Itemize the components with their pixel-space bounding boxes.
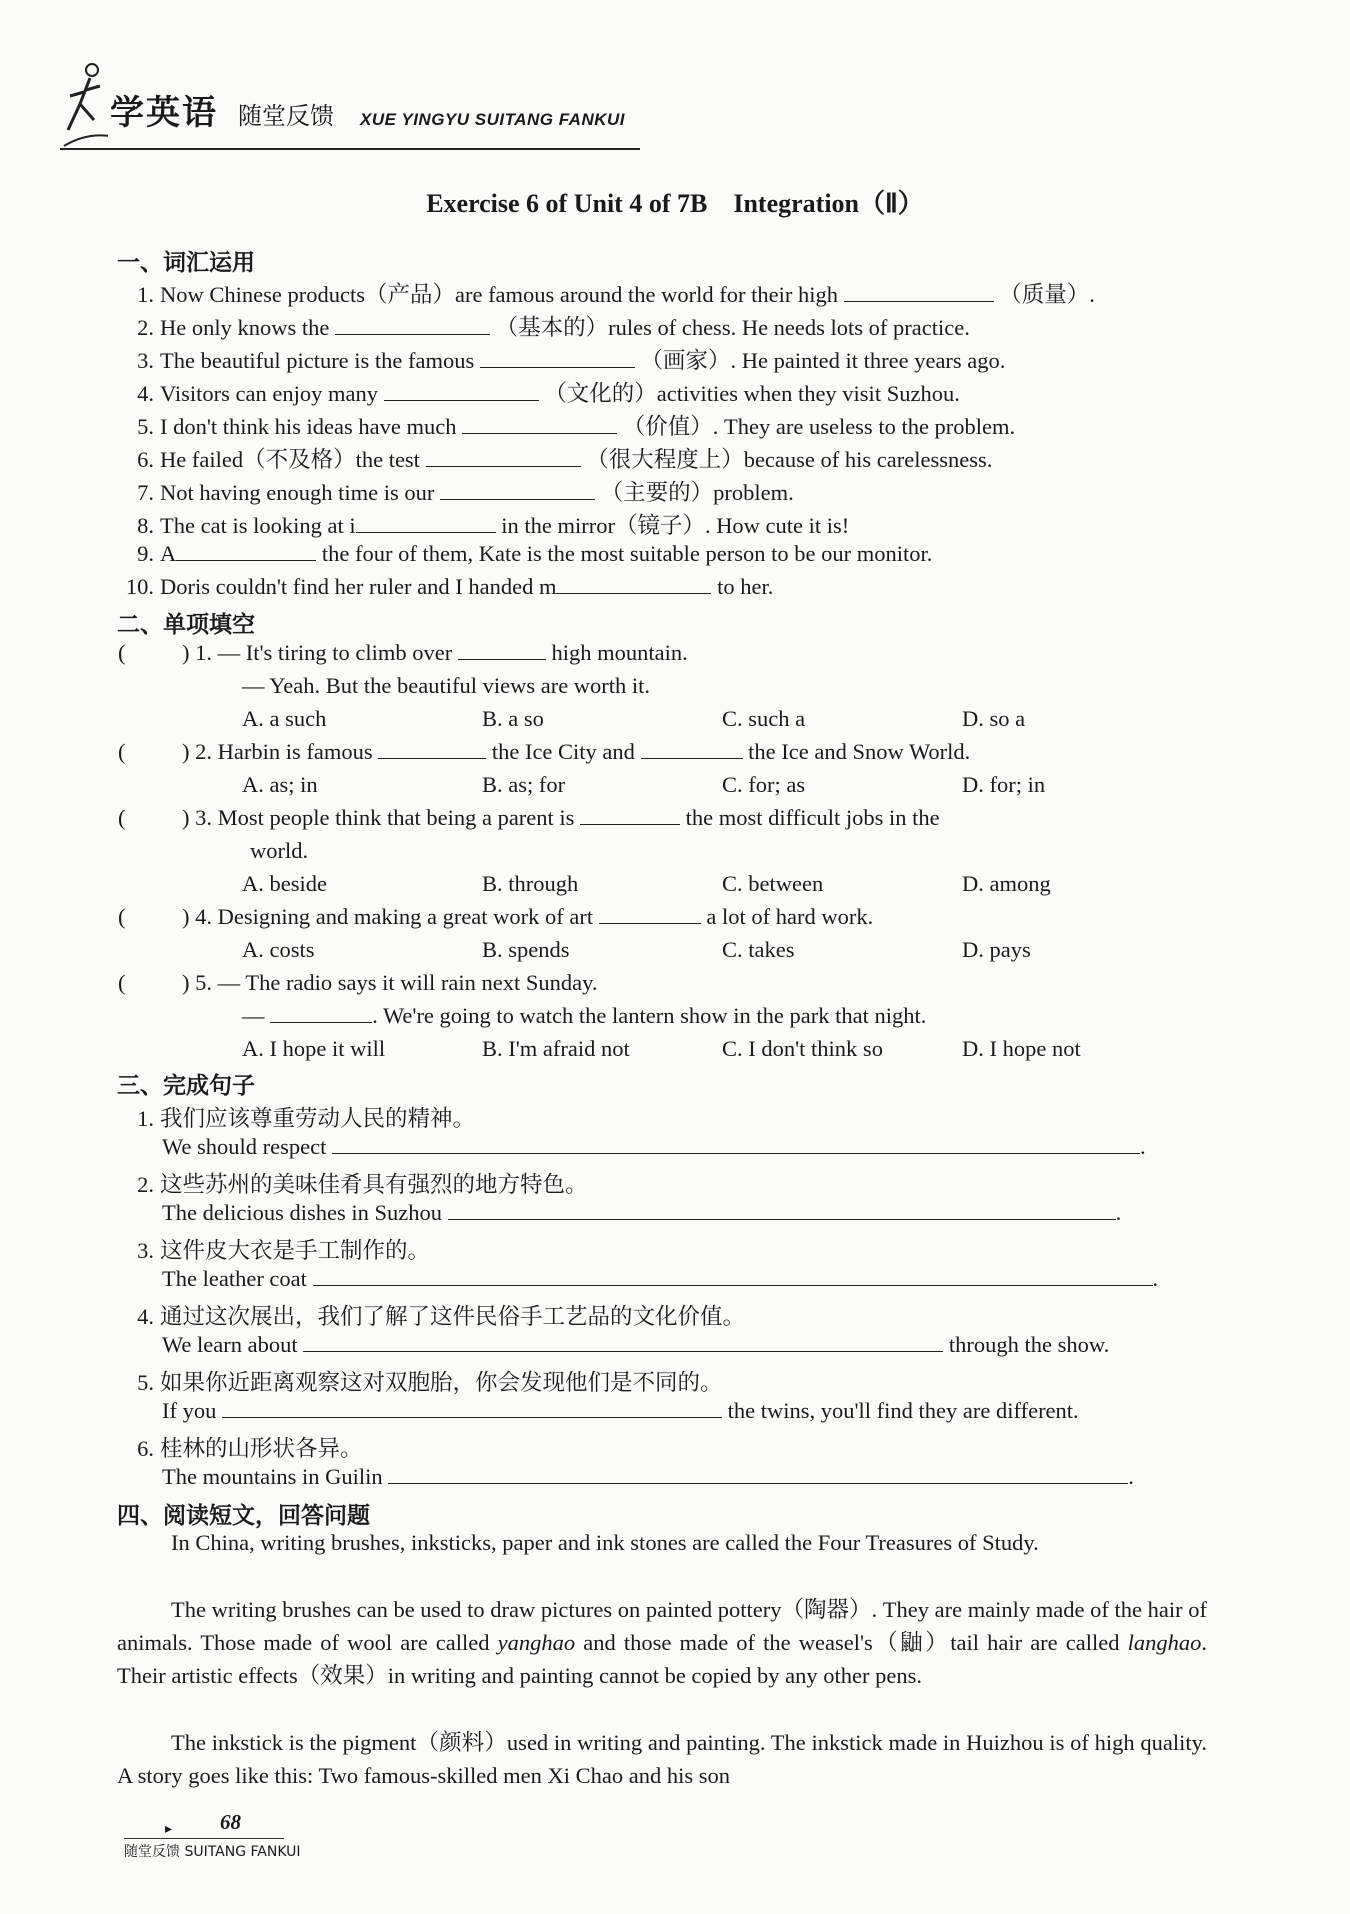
brand-title: 学英语 bbox=[110, 93, 218, 133]
answer-blank[interactable] bbox=[458, 641, 546, 660]
answer-blank[interactable] bbox=[388, 1465, 1128, 1484]
reading-paragraph: The writing brushes can be used to draw pictures on painted pottery（陶器）. They are mainly made of the hair of animals. Those made of wool are called yanghao and those made of the weasel's（鼬）tail hair are called langhao. Their artistic effects（效果）in writing and painting cannot be copied by any other pens. bbox=[117, 1597, 1207, 1688]
mc-option[interactable]: C. between bbox=[722, 871, 824, 896]
translation-answer: The mountains in Guilin . bbox=[162, 1464, 1134, 1489]
answer-bracket[interactable]: ( bbox=[118, 640, 126, 665]
answer-blank[interactable] bbox=[303, 1333, 943, 1352]
vocab-item: 6. He failed（不及格）the test （很大程度上）because of his carelessness. bbox=[137, 447, 993, 472]
footer-label: 随堂反馈 SUITANG FANKUI bbox=[124, 1844, 301, 1860]
answer-blank[interactable] bbox=[335, 316, 490, 335]
mc-option[interactable]: C. takes bbox=[722, 937, 795, 962]
answer-blank[interactable] bbox=[462, 415, 617, 434]
answer-bracket[interactable]: ( bbox=[118, 904, 126, 929]
translation-prompt: 6. 桂林的山形状各异。 bbox=[137, 1436, 363, 1461]
answer-blank[interactable] bbox=[222, 1399, 722, 1418]
answer-bracket[interactable]: ( bbox=[118, 805, 126, 830]
mc-option[interactable]: B. as; for bbox=[482, 772, 566, 797]
mc-option[interactable]: B. a so bbox=[482, 706, 544, 731]
answer-bracket[interactable]: ( bbox=[118, 739, 126, 764]
header-rule bbox=[60, 148, 640, 150]
mc-question: ) 4. Designing and making a great work of art a lot of hard work. bbox=[182, 904, 874, 929]
answer-blank[interactable] bbox=[356, 514, 496, 533]
translation-answer: We should respect . bbox=[162, 1134, 1146, 1159]
translation-prompt: 4. 通过这次展出，我们了解了这件民俗手工艺品的文化价值。 bbox=[137, 1304, 746, 1329]
mc-option[interactable]: D. for; in bbox=[962, 772, 1046, 797]
translation-answer: The leather coat . bbox=[162, 1266, 1159, 1291]
answer-blank[interactable] bbox=[641, 740, 743, 759]
section-heading: 一、词汇运用 bbox=[117, 250, 255, 276]
answer-blank[interactable] bbox=[440, 481, 595, 500]
mc-question-line: — Yeah. But the beautiful views are worth it. bbox=[242, 673, 651, 698]
answer-blank[interactable] bbox=[448, 1201, 1116, 1220]
mc-option[interactable]: D. among bbox=[962, 871, 1051, 896]
answer-blank[interactable] bbox=[480, 349, 635, 368]
page-number: 68 bbox=[220, 1810, 241, 1834]
mc-question-line: world. bbox=[250, 838, 309, 863]
mc-question-line: — . We're going to watch the lantern show in the park that night. bbox=[242, 1003, 927, 1028]
mc-question: ) 3. Most people think that being a parent is the most difficult jobs in the bbox=[182, 805, 940, 830]
mc-option[interactable]: A. I hope it will bbox=[242, 1036, 386, 1061]
mc-option[interactable]: D. so a bbox=[962, 706, 1026, 731]
translation-prompt: 2. 这些苏州的美味佳肴具有强烈的地方特色。 bbox=[137, 1172, 588, 1197]
mc-option[interactable]: C. I don't think so bbox=[722, 1036, 883, 1061]
translation-prompt: 3. 这件皮大衣是手工制作的。 bbox=[137, 1238, 431, 1263]
answer-blank[interactable] bbox=[270, 1004, 372, 1023]
answer-bracket[interactable]: ( bbox=[118, 970, 126, 995]
mc-option[interactable]: B. I'm afraid not bbox=[482, 1036, 630, 1061]
answer-blank[interactable] bbox=[384, 382, 539, 401]
section-heading: 三、完成句子 bbox=[117, 1073, 255, 1099]
translation-answer: We learn about through the show. bbox=[162, 1332, 1110, 1357]
footer-rule bbox=[124, 1838, 284, 1839]
mc-question: ) 5. — The radio says it will rain next Sunday. bbox=[182, 970, 598, 995]
mc-question: ) 2. Harbin is famous the Ice City and the Ice and Snow World. bbox=[182, 739, 971, 764]
vocab-item: 3. The beautiful picture is the famous （画家）. He painted it three years ago. bbox=[137, 348, 1006, 373]
mc-option[interactable]: B. through bbox=[482, 871, 579, 896]
section-heading: 四、阅读短文，回答问题 bbox=[117, 1503, 370, 1529]
answer-blank[interactable] bbox=[426, 448, 581, 467]
arrow-right-icon: ▸ bbox=[165, 1821, 173, 1837]
vocab-item: 9. A the four of them, Kate is the most suitable person to be our monitor. bbox=[137, 541, 933, 566]
vocab-item: 1. Now Chinese products（产品）are famous around the world for their high （质量）. bbox=[137, 282, 1095, 307]
mc-question: ) 1. — It's tiring to climb over high mountain. bbox=[182, 640, 688, 665]
translation-answer: If you the twins, you'll find they are different. bbox=[162, 1398, 1079, 1423]
mc-option[interactable]: A. beside bbox=[242, 871, 327, 896]
runner-logo-icon bbox=[60, 60, 108, 152]
translation-answer: The delicious dishes in Suzhou . bbox=[162, 1200, 1122, 1225]
mc-option[interactable]: C. for; as bbox=[722, 772, 806, 797]
answer-blank[interactable] bbox=[599, 905, 701, 924]
mc-option[interactable]: B. spends bbox=[482, 937, 570, 962]
mc-option[interactable]: D. pays bbox=[962, 937, 1031, 962]
mc-option[interactable]: D. I hope not bbox=[962, 1036, 1081, 1061]
vocab-item: 2. He only knows the （基本的）rules of chess. He needs lots of practice. bbox=[137, 315, 970, 340]
reading-paragraph: The inkstick is the pigment（颜料）used in writing and painting. The inkstick made in Huizhou is of high quality. A story goes like this: Two famous-skilled men Xi Chao and his son bbox=[117, 1730, 1207, 1788]
page-header bbox=[60, 60, 650, 160]
translation-prompt: 5. 如果你近距离观察这对双胞胎，你会发现他们是不同的。 bbox=[137, 1370, 723, 1395]
vocab-item: 5. I don't think his ideas have much （价值）. They are useless to the problem. bbox=[137, 414, 1016, 439]
answer-blank[interactable] bbox=[176, 542, 316, 561]
vocab-item: 8. The cat is looking at i in the mirror（镜子）. How cute it is! bbox=[137, 513, 850, 538]
brand-subtitle: 随堂反馈 bbox=[238, 102, 334, 130]
vocab-item: 7. Not having enough time is our （主要的）problem. bbox=[137, 480, 794, 505]
mc-option[interactable]: C. such a bbox=[722, 706, 806, 731]
translation-prompt: 1. 我们应该尊重劳动人民的精神。 bbox=[137, 1106, 476, 1131]
mc-option[interactable]: A. a such bbox=[242, 706, 327, 731]
section-heading: 二、单项填空 bbox=[117, 612, 255, 638]
answer-blank[interactable] bbox=[378, 740, 486, 759]
page-title: Exercise 6 of Unit 4 of 7B Integration（Ⅱ） bbox=[426, 189, 924, 218]
answer-blank[interactable] bbox=[844, 283, 994, 302]
answer-blank[interactable] bbox=[556, 575, 711, 594]
answer-blank[interactable] bbox=[313, 1267, 1153, 1286]
brand-pinyin: XUE YINGYU SUITANG FANKUI bbox=[360, 110, 626, 129]
reading-paragraph: In China, writing brushes, inksticks, paper and ink stones are called the Four Treasures of Study. bbox=[171, 1530, 1039, 1555]
mc-option[interactable]: A. as; in bbox=[242, 772, 318, 797]
vocab-item: 10. Doris couldn't find her ruler and I handed m to her. bbox=[125, 574, 774, 599]
answer-blank[interactable] bbox=[332, 1135, 1140, 1154]
mc-option[interactable]: A. costs bbox=[242, 937, 315, 962]
answer-blank[interactable] bbox=[580, 806, 680, 825]
vocab-item: 4. Visitors can enjoy many （文化的）activities when they visit Suzhou. bbox=[137, 381, 960, 406]
